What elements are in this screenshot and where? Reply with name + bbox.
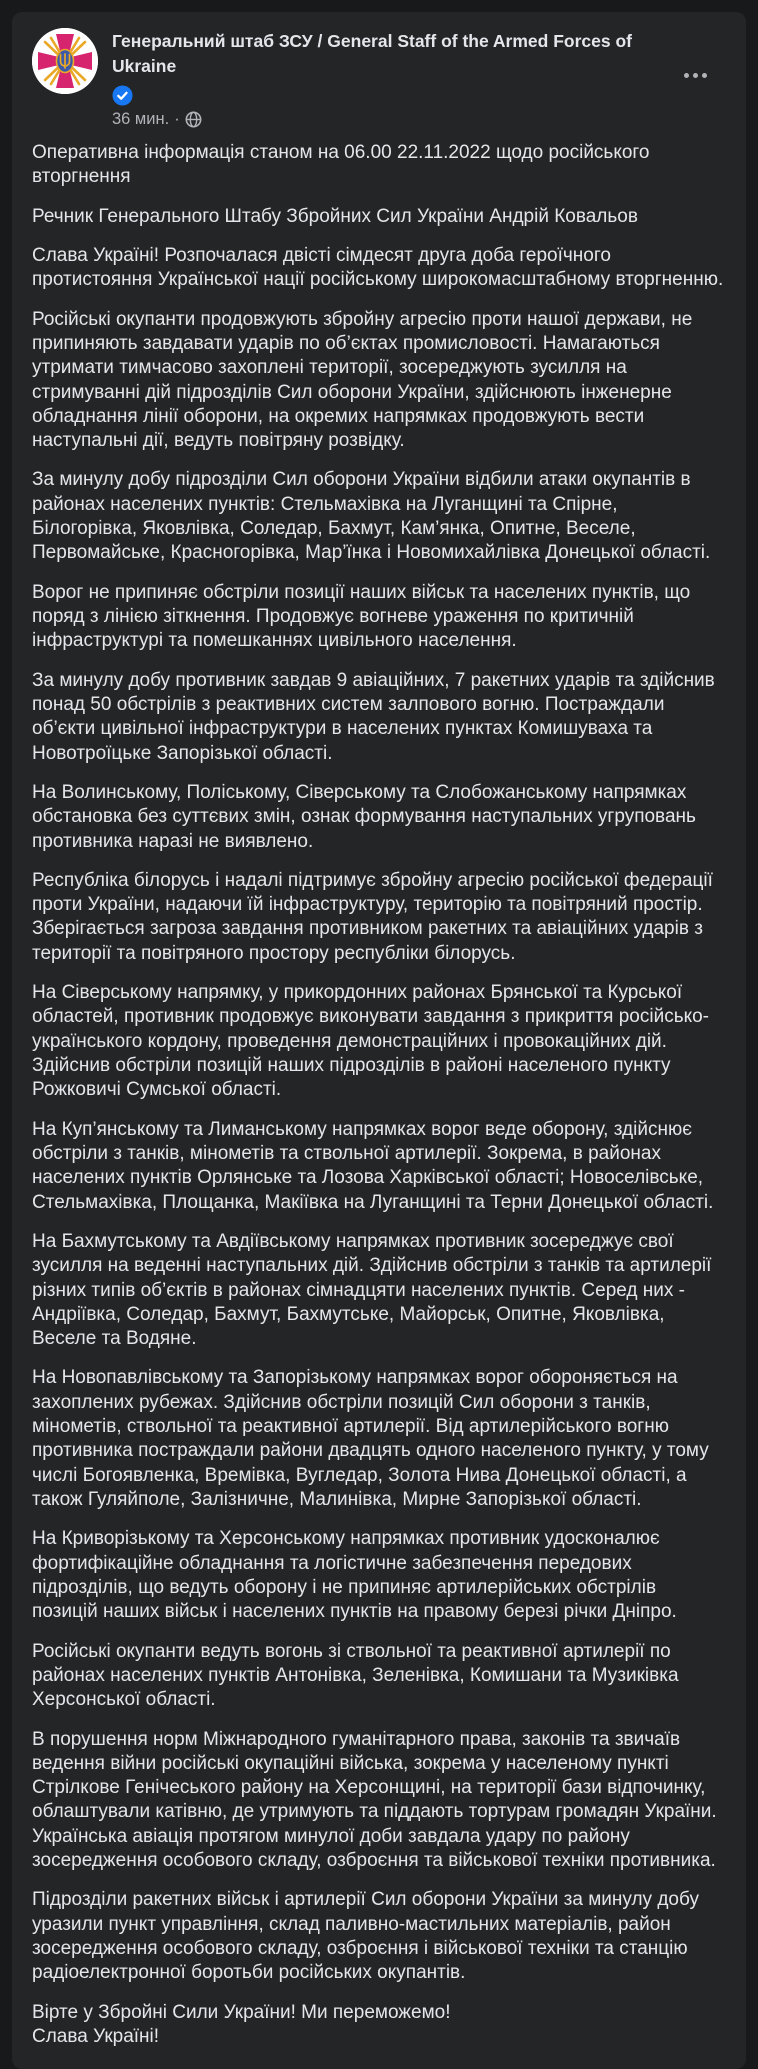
post-paragraph: Підрозділи ракетних військ і артилерії Сил оборони України за минулу добу уразили пункт управління, склад паливно-мастильних матеріалів, район зосередження особового складу, озброєння і військової техніки та станцію радіоелектронної боротьби російських окупантів. xyxy=(32,1889,699,1984)
badge-row xyxy=(112,85,672,106)
post-paragraph: На Куп’янському та Лиманському напрямках ворог веде оборону, здійснює обстріли з танків, мінометів та ствольної артилерії. Зокрема, в районах населених пунктів Орлянське та Лозова Харківської області; Новоселівське, Стельмахівка, Площанка, Макіївка на Луганщині та Терни Донецької області. xyxy=(32,1118,714,1213)
post-paragraph: На Сіверському напрямку, у прикордонних районах Брянської та Курської областей, противник продовжує виконувати завдання з прикриття російсько-українського кордону, проведення демонстраційних і провокаційних дій. Здійснив обстріли позицій наших підрозділів в районі населеного пункту Рожковичі Сумської області. xyxy=(32,982,710,1101)
more-options-button[interactable] xyxy=(674,54,716,96)
post-timestamp[interactable]: 36 мин. xyxy=(112,110,170,128)
post-paragraph: Республіка білорусь і надалі підтримує збройну агресію російської федерації проти України, надаючи їй інфраструктуру, територію та повітряний простір. Зберігається загроза завдання противником ракетних та авіаційних ударів з території та повітряного простору республіки білорусь. xyxy=(32,869,713,964)
post-body-text xyxy=(32,141,726,2049)
post-paragraph: За минулу добу підрозділи Сил оборони України відбили атаки окупантів в районах населених пунктів: Стельмахівка на Луганщині та Спірне, Білогорівка, Яковлівка, Соледар, Бахмут, Кам’янка, Опитне, Веселе, Первомайське, Красногорівка, Мар’їнка і Новомихайлівка Донецької області. xyxy=(32,469,711,564)
general-staff-emblem-icon xyxy=(32,28,98,94)
facebook-post-card xyxy=(12,12,746,2069)
post-paragraph: Оперативна інформація станом на 06.00 22.11.2022 щодо російського вторгнення xyxy=(32,142,650,188)
post-paragraph: За минулу добу противник завдав 9 авіаційних, 7 ракетних ударів та здійснив понад 50 обстрілів з реактивних систем залпового вогню. Постраждали об’єкти цивільної інфраструктури в населених пунктах Комишуваха та Новотроїцьке Запорізької області. xyxy=(32,669,715,764)
three-dots-menu-icon xyxy=(684,73,689,78)
post-paragraph: В порушення норм Міжнародного гуманітарного права, законів та звичаїв ведення війни російські окупаційні війська, зокрема у населеному пункті Стрілкове Генічеського району на Херсонщині, на території бази відпочинку, облаштували катівню, де утримують та піддають тортурам громадян України. Українська авіація протягом минулої доби завдала удару по району зосередження особового складу, озброєння та військової техніки противника. xyxy=(32,1728,717,1872)
verified-badge-icon xyxy=(112,85,133,106)
post-paragraph: Російські окупанти ведуть вогонь зі ствольної та реактивної артилерії по районах населених пунктів Антонівка, Зеленівка, Комишани та Музиківка Херсонської області. xyxy=(32,1640,679,1711)
post-paragraph: Ворог не припиняє обстріли позиції наших військ та населених пунктів, що поряд з лінією зіткнення. Продовжує вогневе ураження по критичній інфраструктурі та помешканнях цивільного населення. xyxy=(32,581,691,652)
post-paragraph: На Новопавлівському та Запорізькому напрямках ворог обороняється на захоплених рубежах. Здійснив обстріли позицій Сил оборони з танків, мінометів, ствольної та реактивної артилерії. Від артилерійського вогню противника постраждали райони двадцять одного населеного пункту, у тому числі Богоявленка, Времівка, Вугледар, Золота Нива Донецької області, а також Гуляйполе, Залізничне, Малинівка, Мирне Запорізької області. xyxy=(32,1367,709,1510)
post-meta-row xyxy=(112,110,672,129)
post-paragraph: Слава Україні! Розпочалася двісті сімдесят друга доба героїчного протистояння Української нації російському широкомасштабному вторгненню. xyxy=(32,244,724,291)
globe-public-icon xyxy=(185,111,202,128)
post-header xyxy=(32,28,726,129)
post-header-info xyxy=(112,28,672,129)
meta-separator: · xyxy=(174,110,180,128)
post-paragraph: На Бахмутському та Авдіївському напрямках противник зосереджує свої зусилля на веденні наступальних дій. Здійснив обстріли з танків та артилерії різних типів об’єктів в районах сімнадцяти населених пунктів. Серед них - Андріївка, Соледар, Бахмут, Бахмутське, Майорськ, Опитне, Яковлівка, Веселе та Водяне. xyxy=(32,1230,712,1350)
facebook-dark-page xyxy=(0,12,758,2047)
post-paragraph: На Волинському, Поліському, Сіверському та Слобожанському напрямках обстановка без суттєвих змін, ознак формування наступальних угруповань противника наразі не виявлено. xyxy=(32,781,696,852)
page-avatar[interactable] xyxy=(32,28,98,94)
post-paragraph: Російські окупанти продовжують збройну агресію проти нашої держави, не припиняють завдавати ударів по об’єктах промисловості. Намагаються утримати тимчасово захоплені території, зосереджують зусилля на стримуванні дій підрозділів Сил оборони України, здійснюють інженерне обладнання лінії оборони, на окремих напрямках продовжують вести наступальні дії, ведуть повітряну розвідку. xyxy=(32,308,693,452)
post-paragraph: На Криворізькому та Херсонському напрямках противник удосконалює фортифікаційне обладнання та логістичне забезпечення передових підрозділів, що ведуть оборону і не припиняє артилерійських обстрілів позицій наших військ і населених пунктів на правому березі річки Дніпро. xyxy=(32,1528,677,1623)
post-paragraph: Вірте у Збройні Сили України! Ми переможемо! Слава Україні! xyxy=(32,2001,451,2047)
post-paragraph: Речник Генерального Штабу Збройних Сил України Андрій Ковальов xyxy=(32,205,638,227)
page-name-link[interactable]: Генеральний штаб ЗСУ / General Staff of the Armed Forces of Ukraine xyxy=(112,31,632,76)
